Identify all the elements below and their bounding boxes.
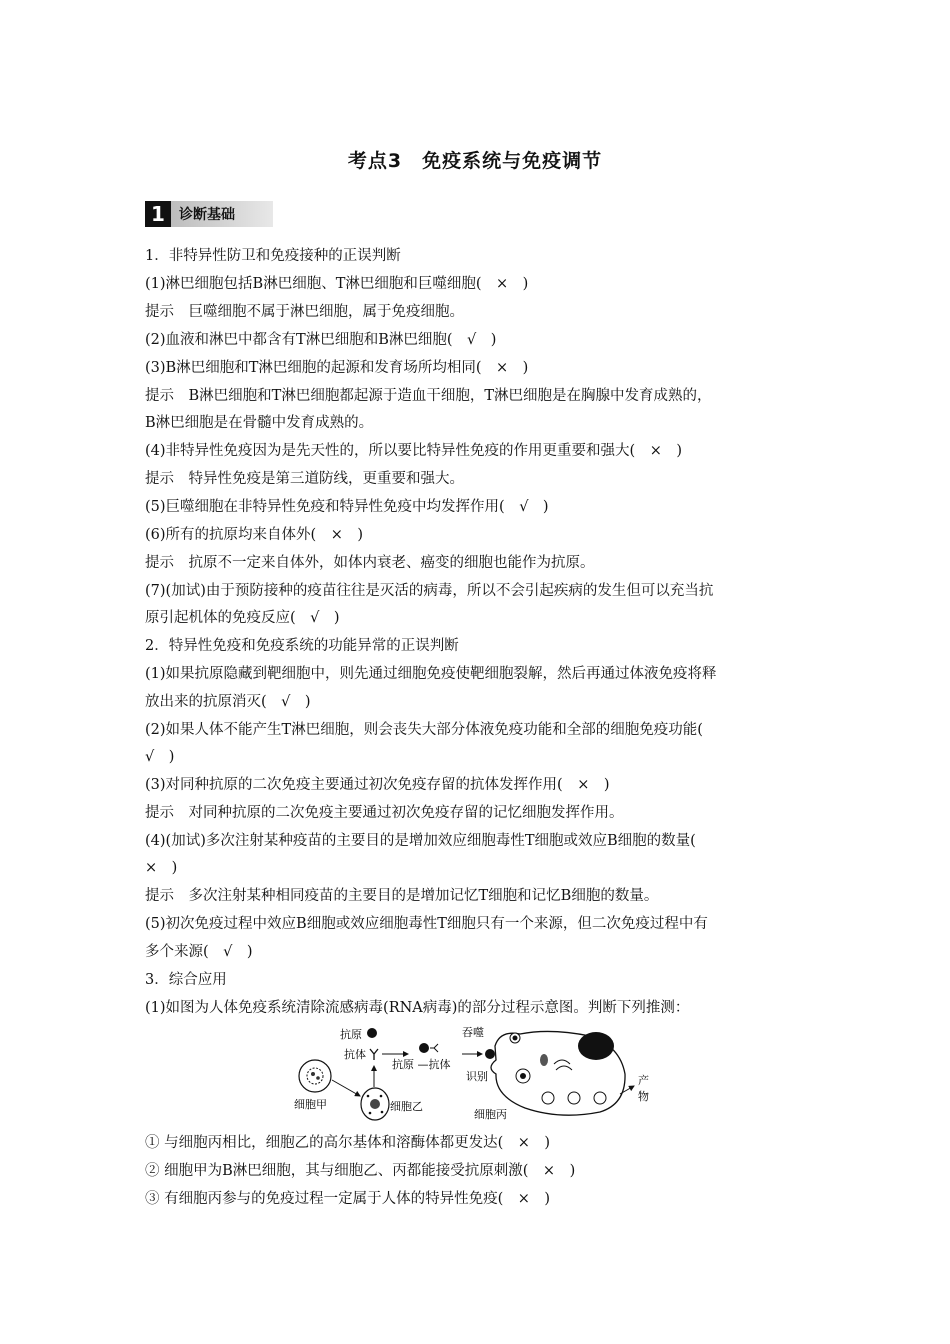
antibody-icon	[370, 1049, 378, 1060]
page-title: 考点3 免疫系统与免疫调节	[347, 150, 603, 172]
text-line: √ )	[145, 749, 175, 765]
cell-b-label: 细胞乙	[390, 1100, 423, 1113]
text-line: (2)血液和淋巴中都含有T淋巴细胞和B淋巴细胞( √ )	[145, 332, 497, 348]
section-label: 诊断基础	[171, 201, 273, 227]
text-line: (1)淋巴细胞包括B淋巴细胞、T淋巴细胞和巨噬细胞( × )	[145, 276, 529, 292]
antigen-icon	[367, 1028, 377, 1038]
text-line: (1)如图为人体免疫系统清除流感病毒(RNA病毒)的部分过程示意图。判断下列推测：	[145, 1000, 690, 1016]
immune-process-figure	[290, 1024, 660, 1124]
phagocytosis-label: 吞噬	[462, 1026, 484, 1039]
text-line: 3．综合应用	[145, 972, 227, 988]
section-header	[145, 201, 273, 227]
antibody-label: 抗体	[344, 1048, 366, 1061]
product-label-2: 物	[638, 1090, 649, 1103]
cell-b-icon	[361, 1088, 389, 1120]
text-line: (4)(加试)多次注射某种疫苗的主要目的是增加效应细胞毒性T细胞或效应B细胞的数量(	[145, 833, 696, 849]
text-line: (4)非特异性免疫因为是先天性的，所以要比特异性免疫的作用更重要和强大( × )	[145, 443, 682, 459]
text-line: 多个来源( √ )	[145, 944, 253, 960]
section-number: 1	[145, 201, 171, 227]
hint-line: 提示 对同种抗原的二次免疫主要通过初次免疫存留的记忆细胞发挥作用。	[145, 805, 624, 821]
question-line: ③ 有细胞丙参与的免疫过程一定属于人体的特异性免疫( × )	[145, 1191, 551, 1207]
cell-a-label: 细胞甲	[294, 1098, 327, 1111]
question-line: ② 细胞甲为B淋巴细胞，其与细胞乙、丙都能接受抗原刺激( × )	[145, 1163, 576, 1179]
text-line: (2)如果人体不能产生T淋巴细胞，则会丧失大部分体液免疫功能和全部的细胞免疫功能(	[145, 722, 703, 738]
text-line: B淋巴细胞是在骨髓中发育成熟的。	[145, 415, 374, 431]
text-line: × )	[145, 860, 178, 876]
complex-icon	[419, 1043, 438, 1053]
text-line: (6)所有的抗原均来自体外( × )	[145, 527, 364, 543]
text-line: (5)初次免疫过程中效应B细胞或效应细胞毒性T细胞只有一个来源，但二次免疫过程中有	[145, 916, 708, 932]
text-line: (7)(加试)由于预防接种的疫苗往往是灭活的病毒，所以不会引起疾病的发生但可以充当抗	[145, 583, 714, 599]
hint-line: 提示 特异性免疫是第三道防线，更重要和强大。	[145, 471, 464, 487]
recognition-label: 识别	[466, 1070, 488, 1083]
text-line: (3)B淋巴细胞和T淋巴细胞的起源和发育场所均相同( × )	[145, 360, 529, 376]
complex-label: 抗原 —抗体	[392, 1058, 451, 1071]
question-line: ① 与细胞丙相比，细胞乙的高尔基体和溶酶体都更发达( × )	[145, 1135, 551, 1151]
text-line: 放出来的抗原消灭( √ )	[145, 694, 311, 710]
hint-line: 提示 B淋巴细胞和T淋巴细胞都起源于造血干细胞，T淋巴细胞是在胸腺中发育成熟的，	[145, 388, 712, 404]
cell-a-icon	[299, 1060, 331, 1092]
hint-line: 提示 多次注射某种相同疫苗的主要目的是增加记忆T细胞和记忆B细胞的数量。	[145, 888, 659, 904]
cell-c-label: 细胞丙	[474, 1108, 507, 1121]
antigen-label: 抗原	[340, 1028, 362, 1041]
hint-line: 提示 抗原不一定来自体外，如体内衰老、癌变的细胞也能作为抗原。	[145, 555, 595, 571]
text-line: 1．非特异性防卫和免疫接种的正误判断	[145, 248, 401, 264]
text-line: 原引起机体的免疫反应( √ )	[145, 610, 340, 626]
text-line: (5)巨噬细胞在非特异性免疫和特异性免疫中均发挥作用( √ )	[145, 499, 549, 515]
hint-line: 提示 巨噬细胞不属于淋巴细胞，属于免疫细胞。	[145, 304, 464, 320]
text-line: 2．特异性免疫和免疫系统的功能异常的正误判断	[145, 638, 459, 654]
product-label-1: 产	[638, 1074, 649, 1087]
cell-c-icon	[485, 1031, 625, 1115]
text-line: (3)对同种抗原的二次免疫主要通过初次免疫存留的抗体发挥作用( × )	[145, 777, 610, 793]
text-line: (1)如果抗原隐藏到靶细胞中，则先通过细胞免疫使靶细胞裂解，然后再通过体液免疫将释	[145, 666, 717, 682]
